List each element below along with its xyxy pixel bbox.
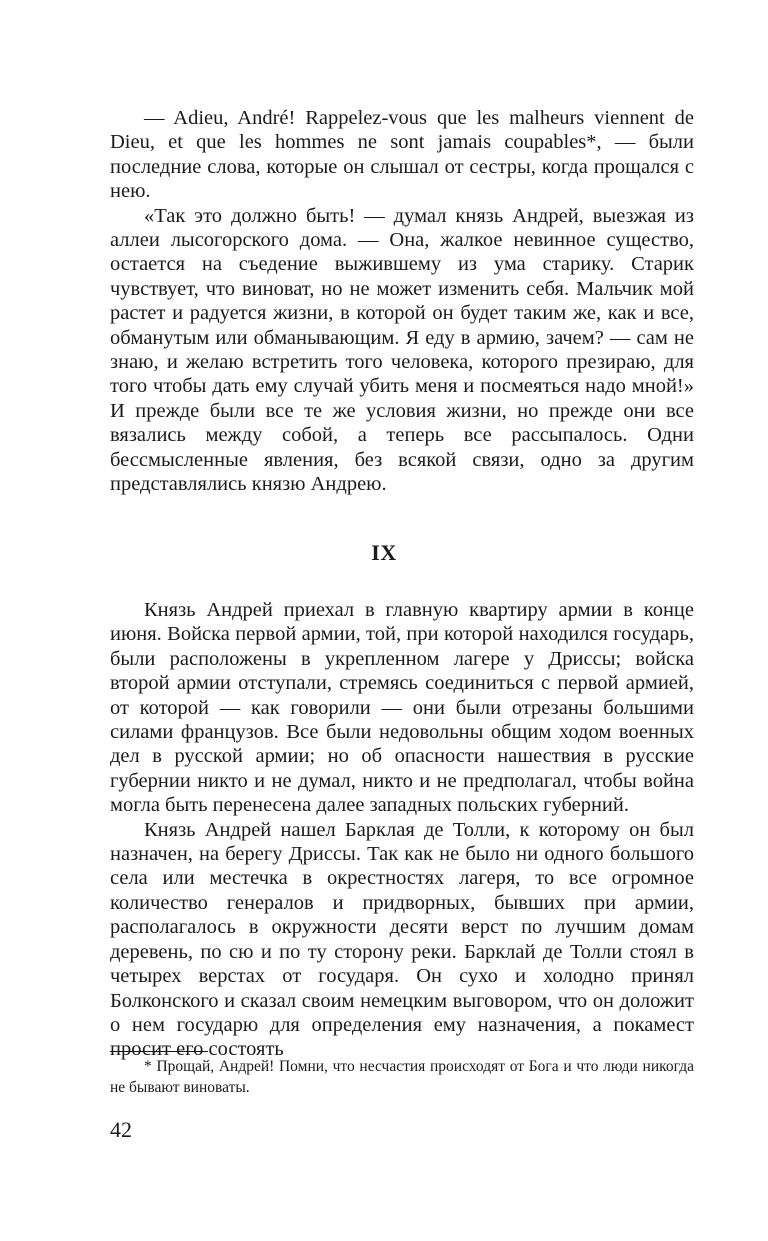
footnote: * Прощай, Андрей! Помни, что несчастия происходят от Бога и что люди никогда не бывают виноваты. xyxy=(110,1058,694,1096)
chapter-heading: IX xyxy=(371,540,397,565)
text-block-chapter xyxy=(110,598,694,1062)
paragraph-barclay: Князь Андрей нашел Барклая де Толли, к которому он был назначен, на берегу Дриссы. Так как не было ни одного большого села или местечка в окрестностях лагеря, то все огромное количество генералов и придворных, бывших при армии, располагалось в окружности десяти верст по лучшим домам деревень, по сю и по ту сторону реки. Барклай де Толли стоял в четырех верстах от государя. Он сухо и холодно принял Болконского и сказал своим немецким выговором, что он доложит о нем государю для определения ему назначения, а покамест просит его состоять xyxy=(110,818,694,1061)
footnote-divider xyxy=(110,1051,208,1052)
paragraph-adieu: — Adieu, André! Rappelez-vous que les malheurs viennent de Dieu, et que les hommes ne sont jamais coupables*, — были последние слова, которые он слышал от сестры, когда прощался с нею. xyxy=(110,107,694,203)
page-number: 42 xyxy=(110,1117,132,1142)
paragraph-headquarters: Князь Андрей приехал в главную квартиру армии в конце июня. Войска первой армии, той, при которой находился государь, были расположены в укрепленном лагере у Дриссы; войска второй армии отступали, стремясь соединиться с первой армией, от которой — как говорили — они были отрезаны большими силами французов. Все были недовольны общим ходом военных дел в русской армии; но об опасности нашествия в русские губернии никто и не думал, никто и не предполагал, чтобы война могла быть перенесена далее западных польских губерний. xyxy=(110,599,694,817)
paragraph-monologue: «Так это должно быть! — думал князь Андрей, выезжая из аллеи лысогорского дома. — Она, жалкое невинное существо, остается на съедение выжившему из ума старику. Старик чувствует, что виноват, но не может изменить себя. Мальчик мой растет и радуется жизни, в которой он будет таким же, как и все, обманутым или обманывающим. Я еду в армию, зачем? — сам не знаю, и желаю встретить того человека, которого презираю, для того чтобы дать ему случай убить меня и посмеяться надо мной!» И прежде были все те же условия жизни, но прежде они все вязались между собой, а теперь все рассыпалось. Одни бессмысленные явления, без всякой связи, одно за другим представлялись князю Андрею. xyxy=(110,204,694,496)
text-block-top xyxy=(110,106,694,497)
